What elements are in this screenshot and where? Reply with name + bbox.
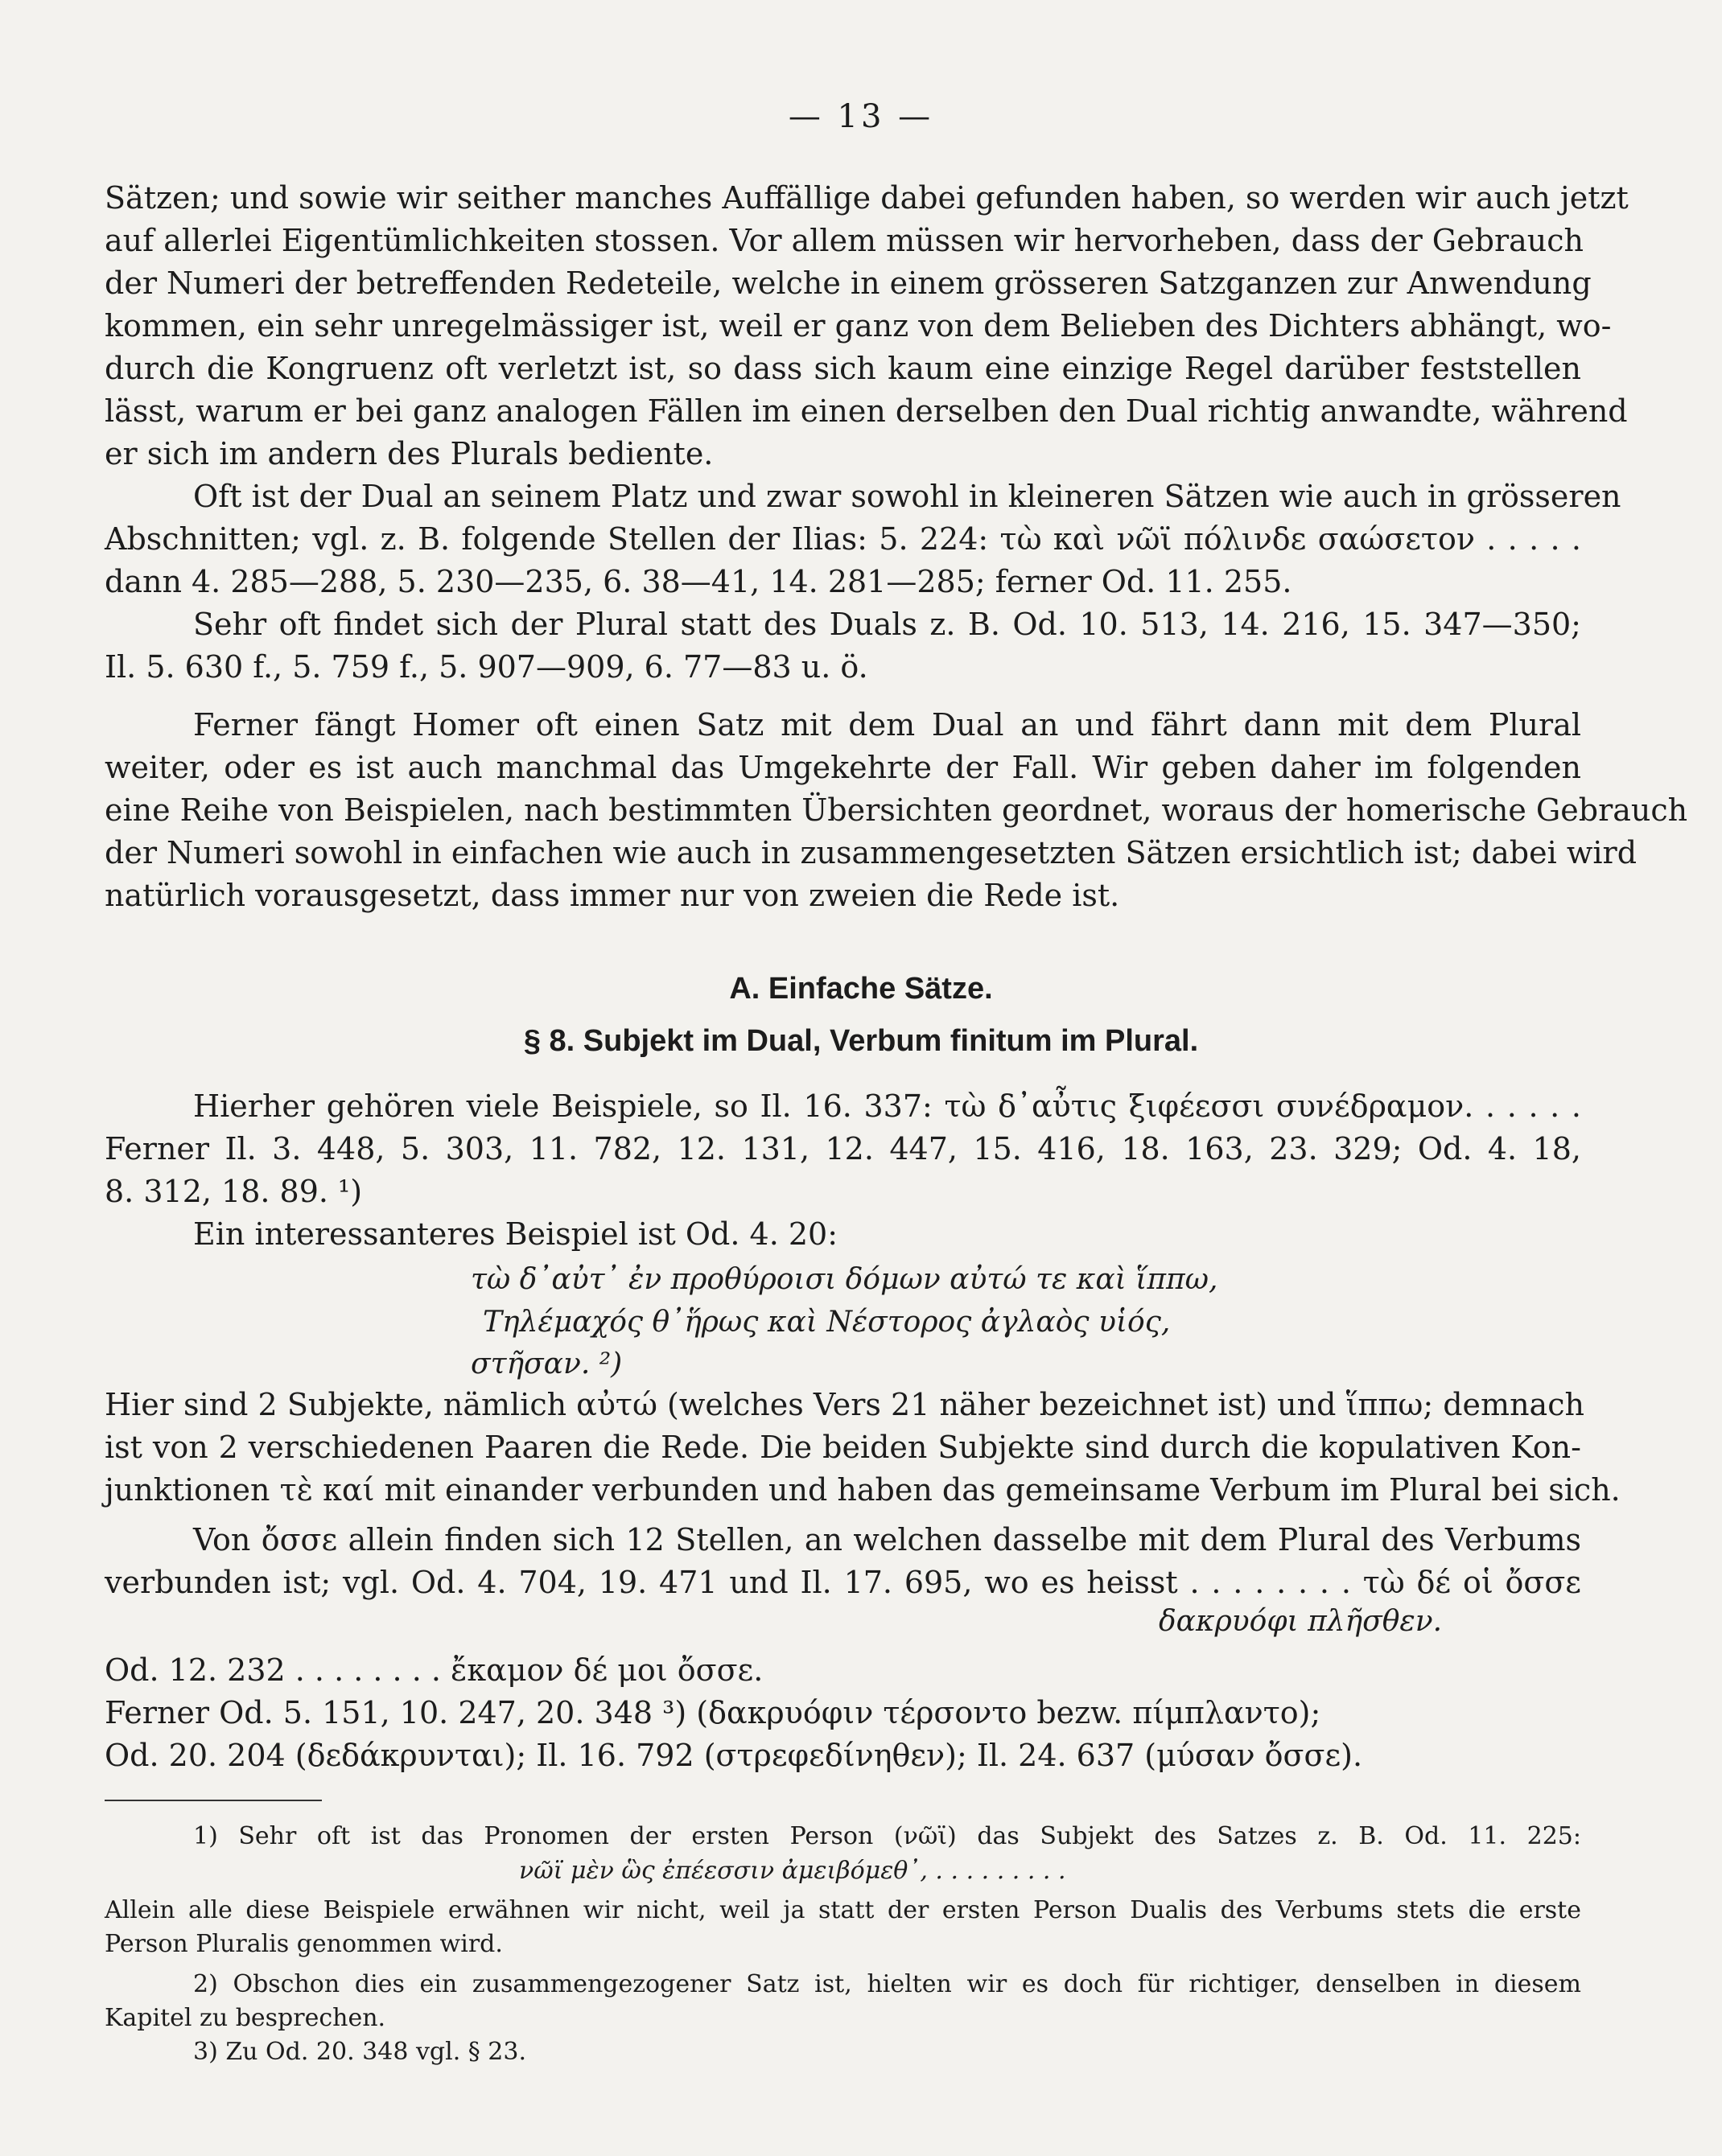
footnote-divider — [105, 1800, 322, 1801]
paragraph-5 — [105, 1085, 1581, 1213]
verse-line: τὼ δ᾽αὐτ᾽ ἐν προθύροισι δόμων αὐτώ τε καὶ ἵππω, — [471, 1263, 1218, 1296]
text-line: Od. 12. 232 . . . . . . . . ἔκαμον δέ μοι ὄσσε. — [105, 1652, 764, 1688]
page-number: — 13 — — [788, 98, 934, 135]
verse-line: δακρυόφι πλῆσθεν. — [1159, 1605, 1443, 1638]
text-line: Sehr oft findet sich der Plural statt des Duals z. B. Od. 10. 513, 14. 216, 15. 347—350; — [193, 607, 1581, 642]
text-line: auf allerlei Eigentümlichkeiten stossen. Vor allem müssen wir hervorheben, dass der Gebrauch — [105, 223, 1584, 258]
text-line: Hier sind 2 Subjekte, nämlich αὐτώ (welches Vers 21 näher bezeichnet ist) und ἵππω; demnach — [105, 1387, 1584, 1422]
text-line: Ferner fängt Homer oft einen Satz mit dem Dual an und fährt dann mit dem Plural — [193, 707, 1581, 743]
text-line: ist von 2 verschiedenen Paaren die Rede. Die beiden Subjekte sind durch die kopulativen Kon- — [105, 1430, 1581, 1465]
footnote-2 — [105, 1968, 1581, 2035]
text-line: Od. 20. 204 (δεδάκρυνται); Il. 16. 792 (στρεφεδίνηθεν); Il. 24. 637 (μύσαν ὄσσε). — [105, 1738, 1363, 1773]
text-line: dann 4. 285—288, 5. 230—235, 6. 38—41, 14. 281—285; ferner Od. 11. 255. — [105, 564, 1292, 599]
text-line: der Numeri sowohl in einfachen wie auch in zusammengesetzten Sätzen ersichtlich ist; dabei wird — [105, 835, 1638, 870]
text-line: Von ὄσσε allein finden sich 12 Stellen, an welchen dasselbe mit dem Plural des Verbums — [193, 1522, 1581, 1557]
text-line: 1) Sehr oft ist das Pronomen der ersten Person (νῶϊ) das Subjekt des Satzes z. B. Od. 11. 225: — [193, 1822, 1581, 1850]
text-line: Ein interessanteres Beispiel ist Od. 4. 20: — [193, 1216, 838, 1252]
text-line: 3) Zu Od. 20. 348 vgl. § 23. — [193, 2038, 527, 2066]
text-line: kommen, ein sehr unregelmässiger ist, weil er ganz von dem Belieben des Dichters abhängt, wo- — [105, 308, 1612, 344]
text-line: junktionen τὲ καί mit einander verbunden und haben das gemeinsame Verbum im Plural bei sich. — [105, 1472, 1621, 1508]
text-line: natürlich vorausgesetzt, dass immer nur von zweien die Rede ist. — [105, 878, 1120, 913]
text-line: weiter, oder es ist auch manchmal das Umgekehrte der Fall. Wir geben daher im folgenden — [105, 750, 1581, 785]
section-heading-a: A. Einfache Sätze. — [729, 972, 993, 1006]
footnote-3 — [105, 2035, 1581, 2069]
verse-line: Τηλέμαχός θ᾽ἥρως καὶ Νέστορος ἀγλαὸς υἱός, — [483, 1306, 1171, 1339]
text-line: der Numeri der betreffenden Redeteile, welche in einem grösseren Satzganzen zur Anwendung — [105, 265, 1592, 301]
section-heading-8: § 8. Subjekt im Dual, Verbum finitum im Plural. — [523, 1024, 1199, 1058]
paragraph-4 — [105, 704, 1688, 917]
footnote-1-greek: νῶϊ μὲν ὣς ἐπέεσσιν ἀμειβόμεθ᾽, . . . . . . . . . — [519, 1857, 1066, 1885]
text-line: Il. 5. 630 f., 5. 759 f., 5. 907—909, 6. 77—83 u. ö. — [105, 649, 868, 685]
text-line: lässt, warum er bei ganz analogen Fällen im einen derselben den Dual richtig anwandte, während — [105, 393, 1628, 429]
text-line: durch die Kongruenz oft verletzt ist, so dass sich kaum eine einzige Regel darüber feststellen — [105, 351, 1581, 386]
text-line: Allein alle diese Beispiele erwähnen wir nicht, weil ja statt der ersten Person Dualis des Verbums stets die erste — [105, 1896, 1581, 1924]
text-line: Sätzen; und sowie wir seither manches Auffällige dabei gefunden haben, so werden wir auch jetzt — [105, 180, 1629, 216]
paragraph-7 — [105, 1384, 1621, 1512]
paragraph-3 — [105, 603, 1581, 689]
paragraph-2 — [105, 475, 1621, 603]
paragraph-6 — [105, 1213, 1581, 1256]
text-line: Kapitel zu besprechen. — [105, 2004, 386, 2032]
text-line: 2) Obschon dies ein zusammengezogener Satz ist, hielten wir es doch für richtiger, denselben in diesem — [193, 1970, 1581, 1998]
text-line: er sich im andern des Plurals bediente. — [105, 436, 714, 471]
verse-line: στῆσαν. ²) — [471, 1348, 623, 1380]
text-line: Abschnitten; vgl. z. B. folgende Stellen der Ilias: 5. 224: τὼ καὶ νῶϊ πόλινδε σαώσετον . . . . . — [105, 521, 1581, 557]
paragraph-1 — [105, 177, 1629, 475]
text-line: 8. 312, 18. 89. ¹) — [105, 1174, 363, 1209]
text-line: Ferner Od. 5. 151, 10. 247, 20. 348 ³) (δακρυόφιν τέρσοντο bezw. πίμπλαντο); — [105, 1695, 1321, 1730]
text-line: Person Pluralis genommen wird. — [105, 1930, 503, 1958]
text-line: verbunden ist; vgl. Od. 4. 704, 19. 471 und Il. 17. 695, wo es heisst . . . . . . . . τὼ δέ οἱ ὄσσε — [105, 1565, 1581, 1600]
paragraph-9 — [105, 1649, 1581, 1777]
footnote-1-continued — [105, 1894, 1581, 1961]
paragraph-8 — [105, 1519, 1581, 1604]
text-line: Ferner Il. 3. 448, 5. 303, 11. 782, 12. 131, 12. 447, 15. 416, 18. 163, 23. 329; Od. 4. 18, — [105, 1131, 1581, 1166]
text-line: Hierher gehören viele Beispiele, so Il. 16. 337: τὼ δ᾽αὖτις ξιφέεσσι συνέδραμον. . . . . . — [193, 1088, 1581, 1124]
text-line: Oft ist der Dual an seinem Platz und zwar sowohl in kleineren Sätzen wie auch in grösseren — [193, 479, 1621, 514]
text-line: eine Reihe von Beispielen, nach bestimmten Übersichten geordnet, woraus der homerische Gebrauch — [105, 792, 1688, 828]
footnote-1 — [105, 1820, 1581, 1854]
